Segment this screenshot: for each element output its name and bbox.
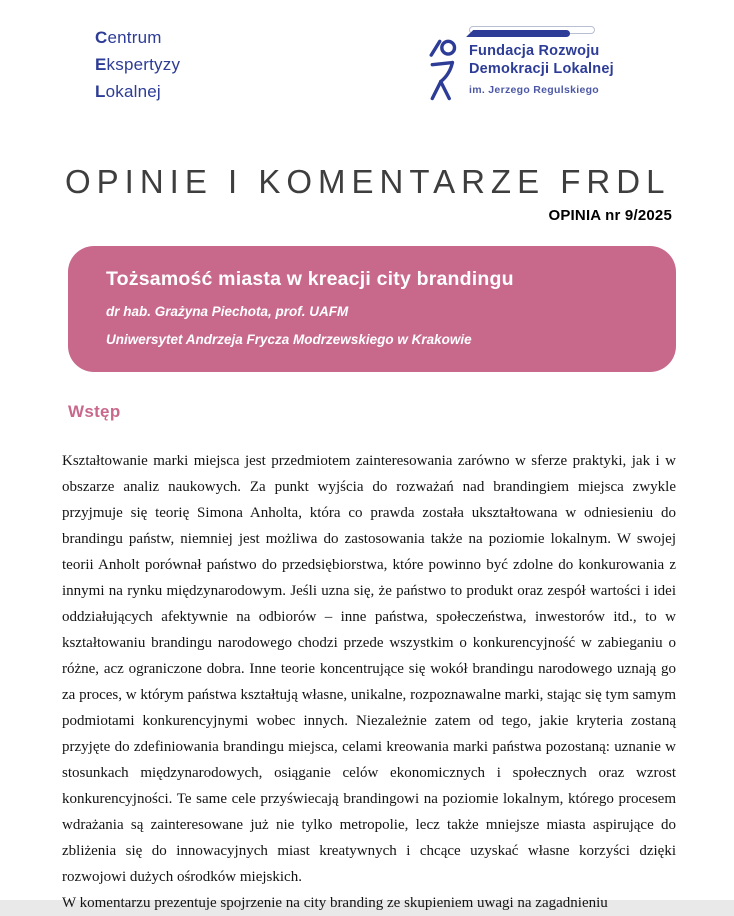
section-heading-wstep: Wstęp [68,402,121,421]
article-title-banner [68,246,676,372]
article-body [62,448,676,916]
body-paragraph: Kształtowanie marki miejsca jest przedmiotem zainteresowania zarówno w sferze praktyki, jak i w obszarze analiz naukowych. Za punkt wyjścia do rozważań nad brandingiem miejsca zwykle przyjmuje się teorię Simona Anholta, która co prawda została ukształtowana w odniesieniu do brandingu państw, niemniej jest możliwa do zastosowania także na poziomie lokalnym. W swojej teorii Anholt porównał państwo do przedsiębiorstwa, które powinno być zdolne do konkurowania z innymi na rynku międzynarodowym. Jeśli uzna się, że państwo to produkt oraz zespół wartości i idei oddziałujących afektywnie na odbiorów – inne państwa, społeczeństwa, inwestorów itd., to w kształtowaniu brandingu narodowego chodzi przede wszystkim o konkurencyjność w zabieganiu o różne, acz ograniczone dobra. Inne teorie koncentrujące się wokół brandingu narodowego uznają go za proces, w którym państwa kształtują własne, unikalne, rozpoznawalne marki, stając się tym samym podmiotami konkurencyjnymi wobec innych. Niezależnie zatem od tego, jakie kryteria zostaną przyjęte do zdefiniowania brandingu miejsca, celami kreowania marki państwa pozostaną: uznanie w stosunkach międzynarodowych, osiąganie celów ekonomicznych i społecznych oraz wzrost konkurencyjności. Te same cele przyświecają brandingowi na poziomie lokalnym, którego procesem wdrażania są zainteresowane już nie tylko metropolie, lecz także mniejsze miasta aspirujące do zbliżenia się do innowacyjnych miast kreatywnych i chcące uzyskać własne korzyści dzięki rozwojowi dużych ośrodków miejskich. [62,453,676,885]
cel-logo-line: Centrum [95,28,162,47]
frdl-foundation-name [469,42,614,78]
frdl-patron-subtitle: im. Jerzego Regulskiego [469,84,600,96]
frdl-logo-bar-fill [466,30,570,37]
body-paragraph: W komentarzu prezentuje spojrzenie na city branding ze skupieniem uwagi na zagadnieniu [62,895,608,911]
cel-logo-line: Ekspertyzy [95,55,181,74]
frdl-person-icon [427,38,463,104]
series-title: OPINIE I KOMENTARZE FRDL [65,163,671,200]
article-title: Tożsamość miasta w kreacji city brandingu [106,268,514,290]
cel-logo [95,24,180,105]
frdl-name-line1: Fundacja Rozwoju [469,43,600,59]
article-author: dr hab. Grażyna Piechota, prof. UAFM [106,304,349,319]
page-header [0,0,734,118]
issue-number-label: OPINIA nr 9/2025 [548,207,672,224]
frdl-logo-text-block [469,26,614,104]
frdl-logo [427,26,614,104]
article-affiliation: Uniwersytet Andrzeja Frycza Modrzewskiego w Krakowie [106,332,472,347]
frdl-name-line2: Demokracji Lokalnej [469,61,614,77]
cel-logo-line: Lokalnej [95,82,161,101]
frdl-logo-bar [469,26,595,34]
